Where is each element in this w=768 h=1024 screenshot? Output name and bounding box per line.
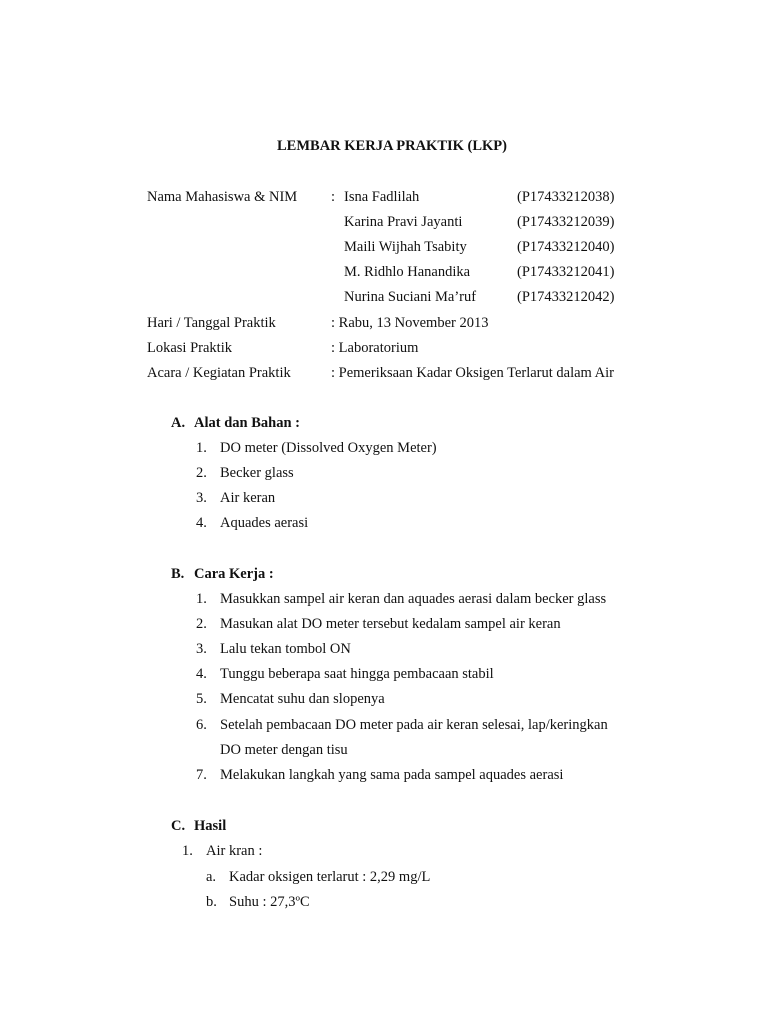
- list-number: 5.: [196, 691, 207, 707]
- list-letter: a.: [206, 869, 217, 885]
- activity-value: : Pemeriksaan Kadar Oksigen Terlarut dalam Air: [331, 365, 614, 381]
- student-nim: (P17433212041): [517, 264, 615, 280]
- location-label: Lokasi Praktik: [147, 340, 232, 356]
- students-label: Nama Mahasiswa & NIM: [147, 189, 298, 205]
- students-colon: :: [331, 189, 336, 205]
- list-item: Setelah pembacaan DO meter pada air keran selesai, lap/keringkan: [220, 717, 608, 733]
- student-name: M. Ridhlo Hanandika: [344, 264, 471, 280]
- list-item-continuation: DO meter dengan tisu: [220, 742, 348, 758]
- list-item: Lalu tekan tombol ON: [220, 641, 351, 657]
- list-item: DO meter (Dissolved Oxygen Meter): [220, 440, 437, 456]
- list-number: 1.: [196, 591, 207, 607]
- list-number: 4.: [196, 515, 207, 531]
- list-number: 3.: [196, 641, 207, 657]
- list-item: Air keran: [220, 490, 276, 506]
- list-number: 6.: [196, 717, 207, 733]
- section-c-heading: Hasil: [194, 818, 227, 834]
- section-b-heading: Cara Kerja :: [194, 566, 274, 582]
- list-number: 3.: [196, 490, 207, 506]
- list-item: Melakukan langkah yang sama pada sampel aquades aerasi: [220, 767, 564, 783]
- list-item: Becker glass: [220, 465, 294, 481]
- list-number: 2.: [196, 616, 207, 632]
- list-item: Air kran :: [206, 843, 263, 859]
- list-item: Kadar oksigen terlarut : 2,29 mg/L: [229, 869, 431, 885]
- student-nim: (P17433212040): [517, 239, 615, 255]
- list-item: Suhu : 27,3ºC: [229, 894, 310, 910]
- activity-label: Acara / Kegiatan Praktik: [147, 365, 291, 381]
- list-letter: b.: [206, 894, 217, 910]
- date-value: : Rabu, 13 November 2013: [331, 315, 489, 331]
- location-value: : Laboratorium: [331, 340, 419, 356]
- list-number: 2.: [196, 465, 207, 481]
- student-nim: (P17433212042): [517, 289, 615, 305]
- student-name: Karina Pravi Jayanti: [344, 214, 463, 230]
- student-name: Maili Wijhah Tsabity: [344, 239, 467, 255]
- section-a-heading: Alat dan Bahan :: [194, 415, 300, 431]
- list-item: Masukan alat DO meter tersebut kedalam sampel air keran: [220, 616, 561, 632]
- student-nim: (P17433212039): [517, 214, 615, 230]
- list-number: 4.: [196, 666, 207, 682]
- date-label: Hari / Tanggal Praktik: [147, 315, 276, 331]
- section-b-letter: B.: [171, 566, 185, 582]
- list-item: Aquades aerasi: [220, 515, 309, 531]
- list-number: 1.: [196, 440, 207, 456]
- student-name: Nurina Suciani Ma’ruf: [344, 289, 477, 305]
- list-item: Masukkan sampel air keran dan aquades aerasi dalam becker glass: [220, 591, 607, 607]
- student-name: Isna Fadlilah: [344, 189, 420, 205]
- list-number: 1.: [182, 843, 193, 859]
- list-number: 7.: [196, 767, 207, 783]
- page-title: LEMBAR KERJA PRAKTIK (LKP): [277, 138, 507, 154]
- list-item: Mencatat suhu dan slopenya: [220, 691, 385, 707]
- list-item: Tunggu beberapa saat hingga pembacaan stabil: [220, 666, 494, 682]
- section-c-letter: C.: [171, 818, 186, 834]
- section-a-letter: A.: [171, 415, 186, 431]
- student-nim: (P17433212038): [517, 189, 615, 205]
